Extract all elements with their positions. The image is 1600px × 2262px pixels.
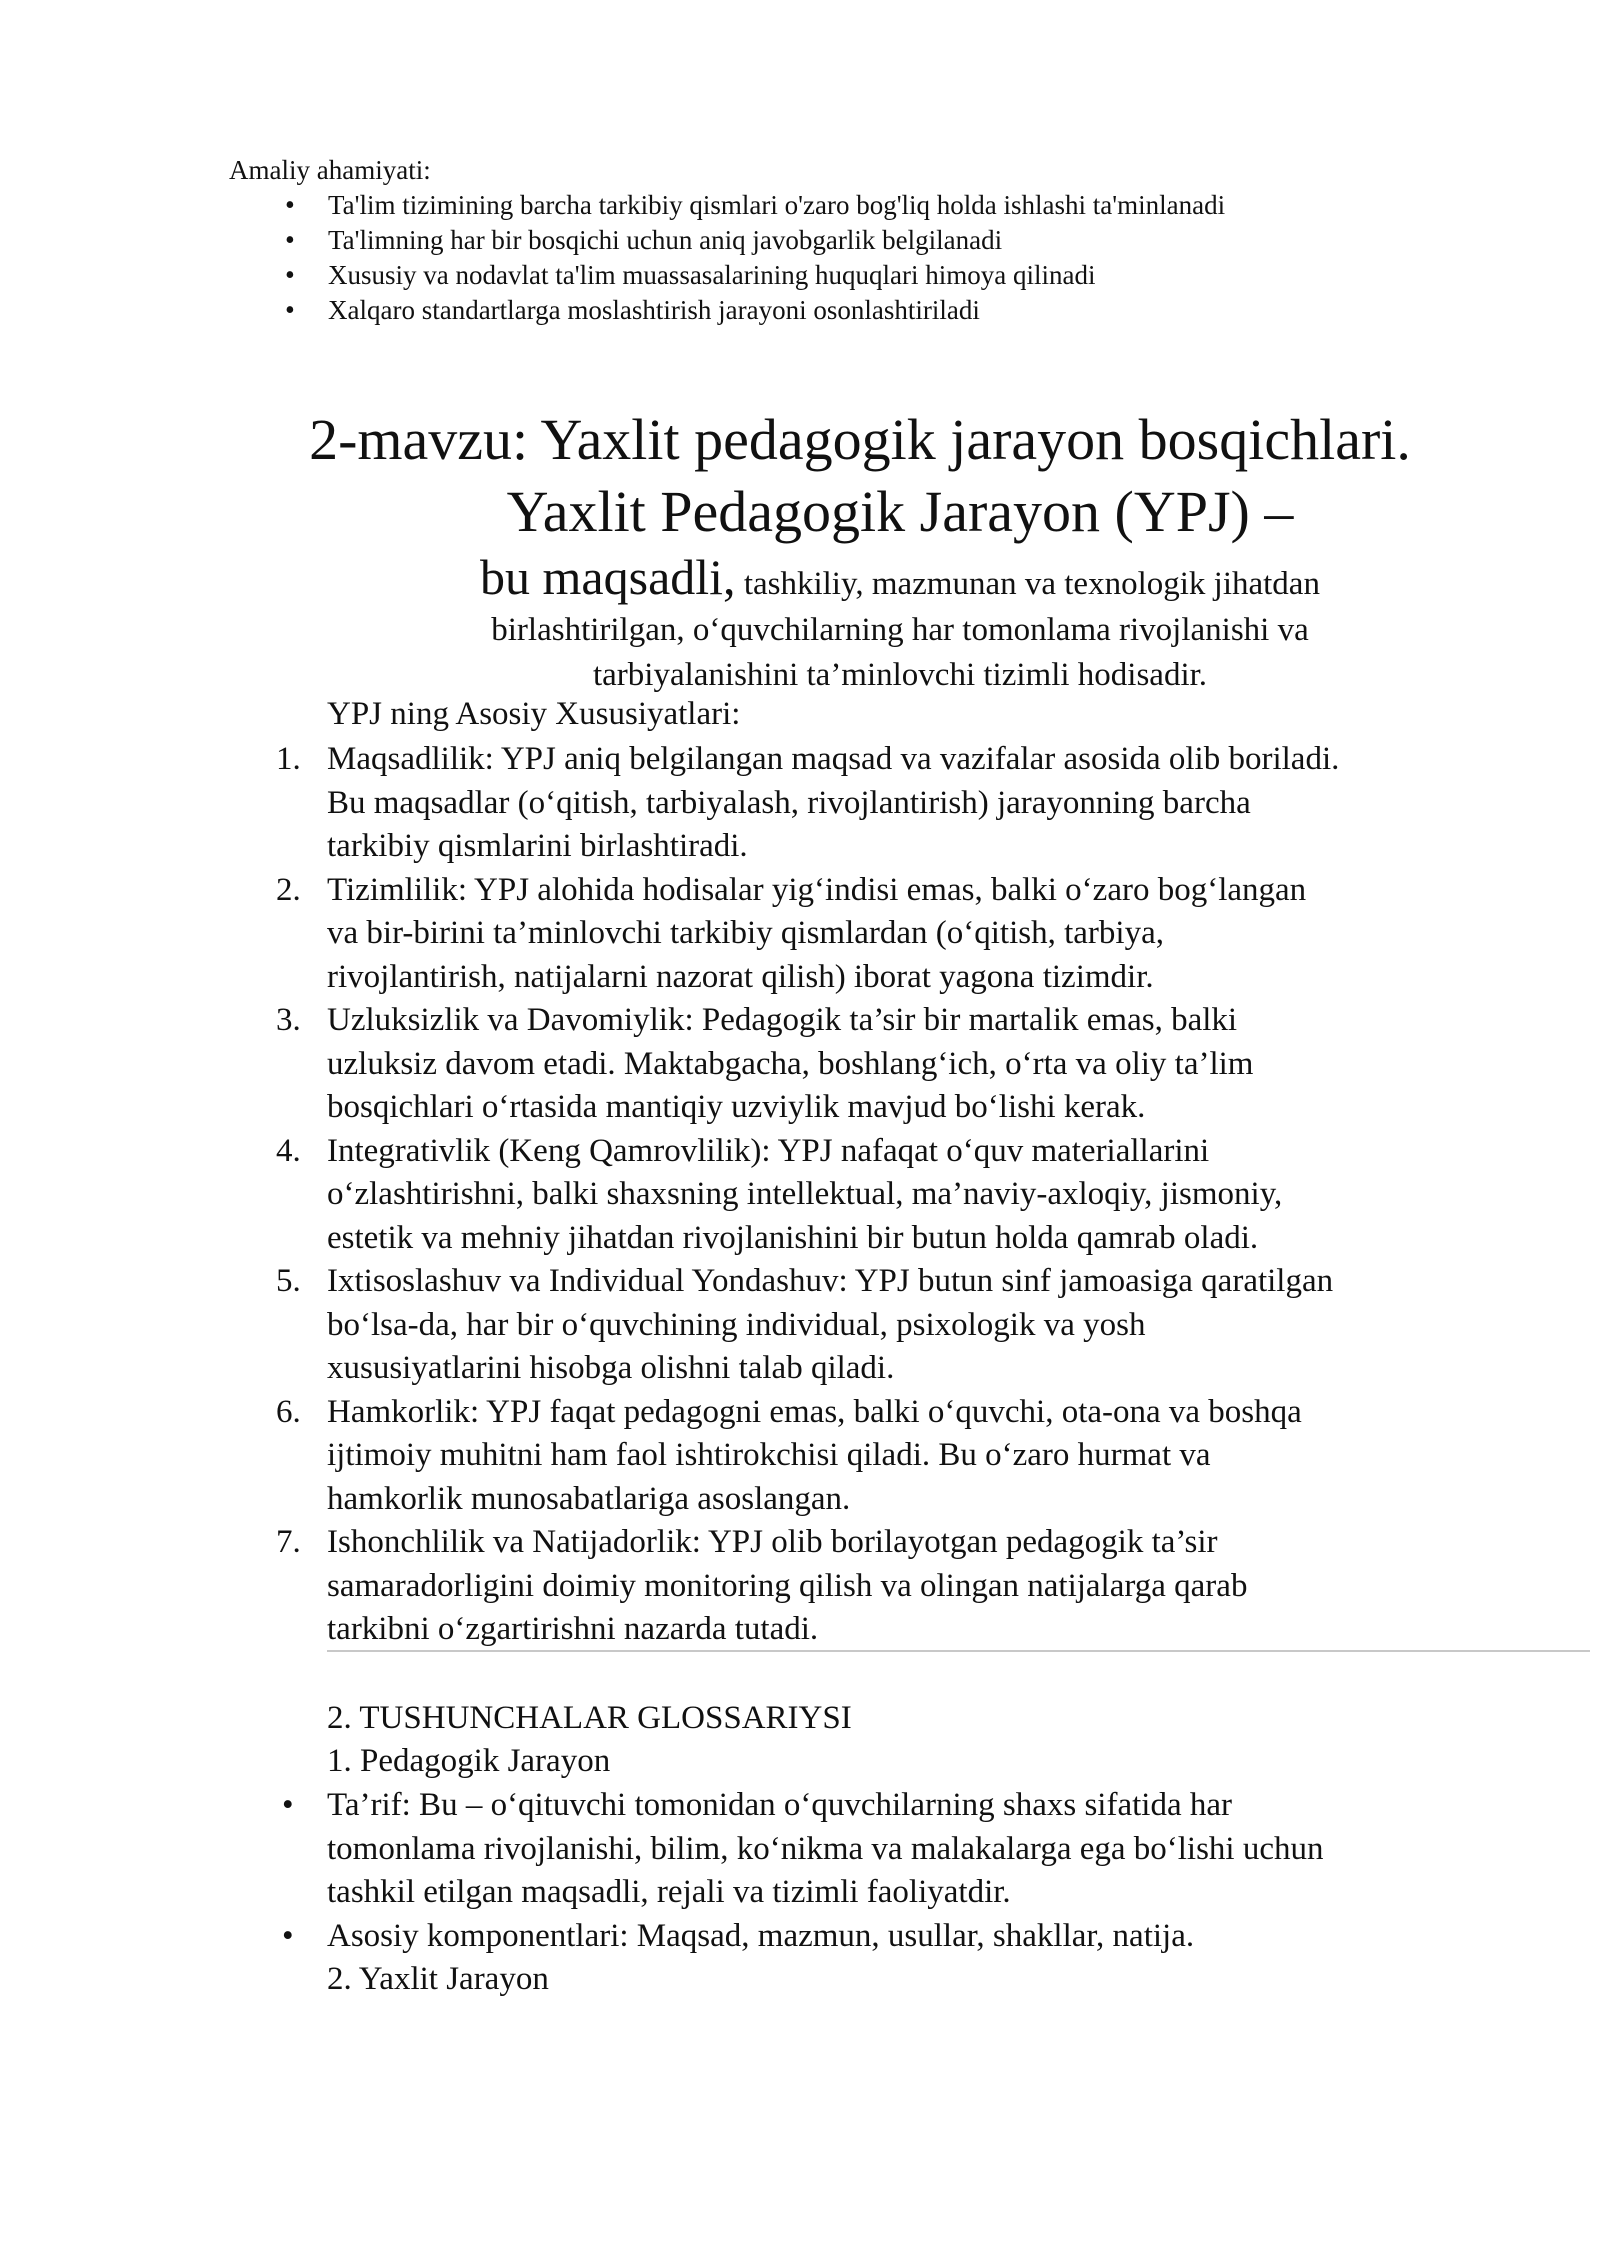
- item-line: rivojlantirish, natijalarni nazorat qilish) iborat yagona tizimdir.: [327, 958, 1154, 995]
- features-list: [276, 738, 1506, 1652]
- item-line: ijtimoiy muhitni ham faol ishtirokchisi qiladi. Bu o‘zaro hurmat va: [327, 1437, 1211, 1473]
- glossary-title: 2. TUSHUNCHALAR GLOSSARIYSI: [327, 1700, 852, 1736]
- item-line: Integrativlik (Keng Qamrovlilik): YPJ nafaqat o‘quv materiallarini: [327, 1132, 1210, 1169]
- item-line: va bir-birini ta’minlovchi tarkibiy qismlardan (o‘qitish, tarbiya,: [327, 915, 1164, 951]
- item-line: tarkibiy qismlarini birlashtiradi.: [327, 828, 748, 864]
- item-line: samaradorligini doimiy monitoring qilish va olingan natijalarga qarab: [327, 1567, 1248, 1604]
- list-item: [276, 1521, 1506, 1652]
- topic-subheading: Yaxlit Pedagogik Jarayon (YPJ) –: [506, 479, 1294, 544]
- list-item: [276, 1130, 1506, 1261]
- horizontal-divider: [327, 1650, 1590, 1652]
- item-line: bosqichlari o‘rtasida mantiqiy uzviylik mavjud bo‘lishi kerak.: [327, 1089, 1146, 1125]
- list-item: [276, 1915, 1324, 1959]
- item-line: hamkorlik munosabatlariga asoslangan.: [327, 1480, 851, 1517]
- list-item: [276, 999, 1506, 1130]
- definition-line: birlashtirilgan, o‘quvchilarning har tomonlama rivojlanishi va: [491, 612, 1309, 648]
- item-number: 1.: [276, 741, 301, 777]
- glossary-bullet-list: [276, 1784, 1324, 1958]
- glossary-subheading: 1. Pedagogik Jarayon: [327, 1743, 611, 1779]
- item-number: 5.: [276, 1263, 301, 1299]
- item-line: uzluksiz davom etadi. Maktabgacha, boshlang‘ich, o‘rta va oliy ta’lim: [327, 1045, 1254, 1082]
- topic-heading: 2-mavzu: Yaxlit pedagogik jarayon bosqichlari.: [309, 407, 1411, 472]
- item-line: Tizimlilik: YPJ alohida hodisalar yig‘indisi emas, balki o‘zaro bog‘langan: [327, 871, 1307, 908]
- list-item: [276, 869, 1506, 1000]
- definition-line: [0, 549, 1600, 608]
- item-number: 7.: [276, 1524, 301, 1560]
- item-line: Asosiy komponentlari: Maqsad, mazmun, usullar, shakllar, natija.: [327, 1917, 1195, 1954]
- intro-label: Amaliy ahamiyati:: [229, 155, 431, 185]
- item-line: tomonlama rivojlanishi, bilim, ko‘nikma va malakalarga ega bo‘lishi uchun: [327, 1830, 1324, 1867]
- definition-line: tarbiyalanishini ta’minlovchi tizimli hodisadir.: [592, 657, 1208, 693]
- item-line: xususiyatlarini hisobga olishni talab qiladi.: [327, 1350, 895, 1386]
- list-item: [276, 1784, 1324, 1915]
- glossary-subheading: 2. Yaxlit Jarayon: [327, 1961, 549, 1997]
- list-item: [276, 1260, 1506, 1391]
- intro-bullet-list: [229, 188, 1225, 328]
- list-item: • Ta'lim tizimining barcha tarkibiy qismlari o'zaro bog'liq holda ishlashi ta'minlanadi: [229, 188, 1225, 223]
- item-line: o‘zlashtirishni, balki shaxsning intellektual, ma’naviy-axloqiy, jismoniy,: [327, 1176, 1283, 1212]
- item-number: 2.: [276, 871, 301, 908]
- list-item: [276, 1391, 1506, 1522]
- item-number: 4.: [276, 1132, 301, 1169]
- list-item: [276, 738, 1506, 869]
- item-number: 3.: [276, 1002, 301, 1038]
- item-number: 6.: [276, 1393, 301, 1430]
- item-line: Bu maqsadlar (o‘qitish, tarbiyalash, rivojlantirish) jarayonning barcha: [327, 784, 1251, 821]
- list-item: • Xalqaro standartlarga moslashtirish jarayoni osonlashtiriladi: [229, 293, 1225, 328]
- item-line: tashkil etilgan maqsadli, rejali va tizimli faoliyatdir.: [327, 1874, 1011, 1910]
- item-line: tarkibni o‘zgartirishni nazarda tutadi.: [327, 1611, 819, 1647]
- item-line: Maqsadlilik: YPJ aniq belgilangan maqsad va vazifalar asosida olib boriladi.: [327, 741, 1340, 777]
- item-line: estetik va mehniy jihatdan rivojlanishini bir butun holda qamrab oladi.: [327, 1219, 1259, 1256]
- definition-lead: bu maqsadli,: [480, 549, 736, 605]
- item-line: Uzluksizlik va Davomiylik: Pedagogik ta’sir bir martalik emas, balki: [327, 1002, 1238, 1038]
- list-item: • Xususiy va nodavlat ta'lim muassasalarining huquqlari himoya qilinadi: [229, 258, 1225, 293]
- definition-text: tashkiliy, mazmunan va texnologik jihatdan: [743, 566, 1320, 602]
- item-line: Ixtisoslashuv va Individual Yondashuv: YPJ butun sinf jamoasiga qaratilgan: [327, 1263, 1334, 1299]
- bullet-icon: •: [282, 1787, 294, 1823]
- item-line: bo‘lsa-da, har bir o‘quvchining individual, psixologik va yosh: [327, 1306, 1146, 1343]
- item-line: Ta’rif: Bu – o‘qituvchi tomonidan o‘quvchilarning shaxs sifatida har: [327, 1787, 1232, 1823]
- definition-block: [0, 549, 1600, 698]
- item-line: Ishonchlilik va Natijadorlik: YPJ olib borilayotgan pedagogik ta’sir: [327, 1524, 1218, 1560]
- features-title: YPJ ning Asosiy Xususiyatlari:: [327, 696, 741, 732]
- bullet-icon: •: [282, 1917, 294, 1954]
- list-item: • Ta'limning har bir bosqichi uchun aniq javobgarlik belgilanadi: [229, 223, 1225, 258]
- item-line: Hamkorlik: YPJ faqat pedagogni emas, balki o‘quvchi, ota-ona va boshqa: [327, 1393, 1302, 1430]
